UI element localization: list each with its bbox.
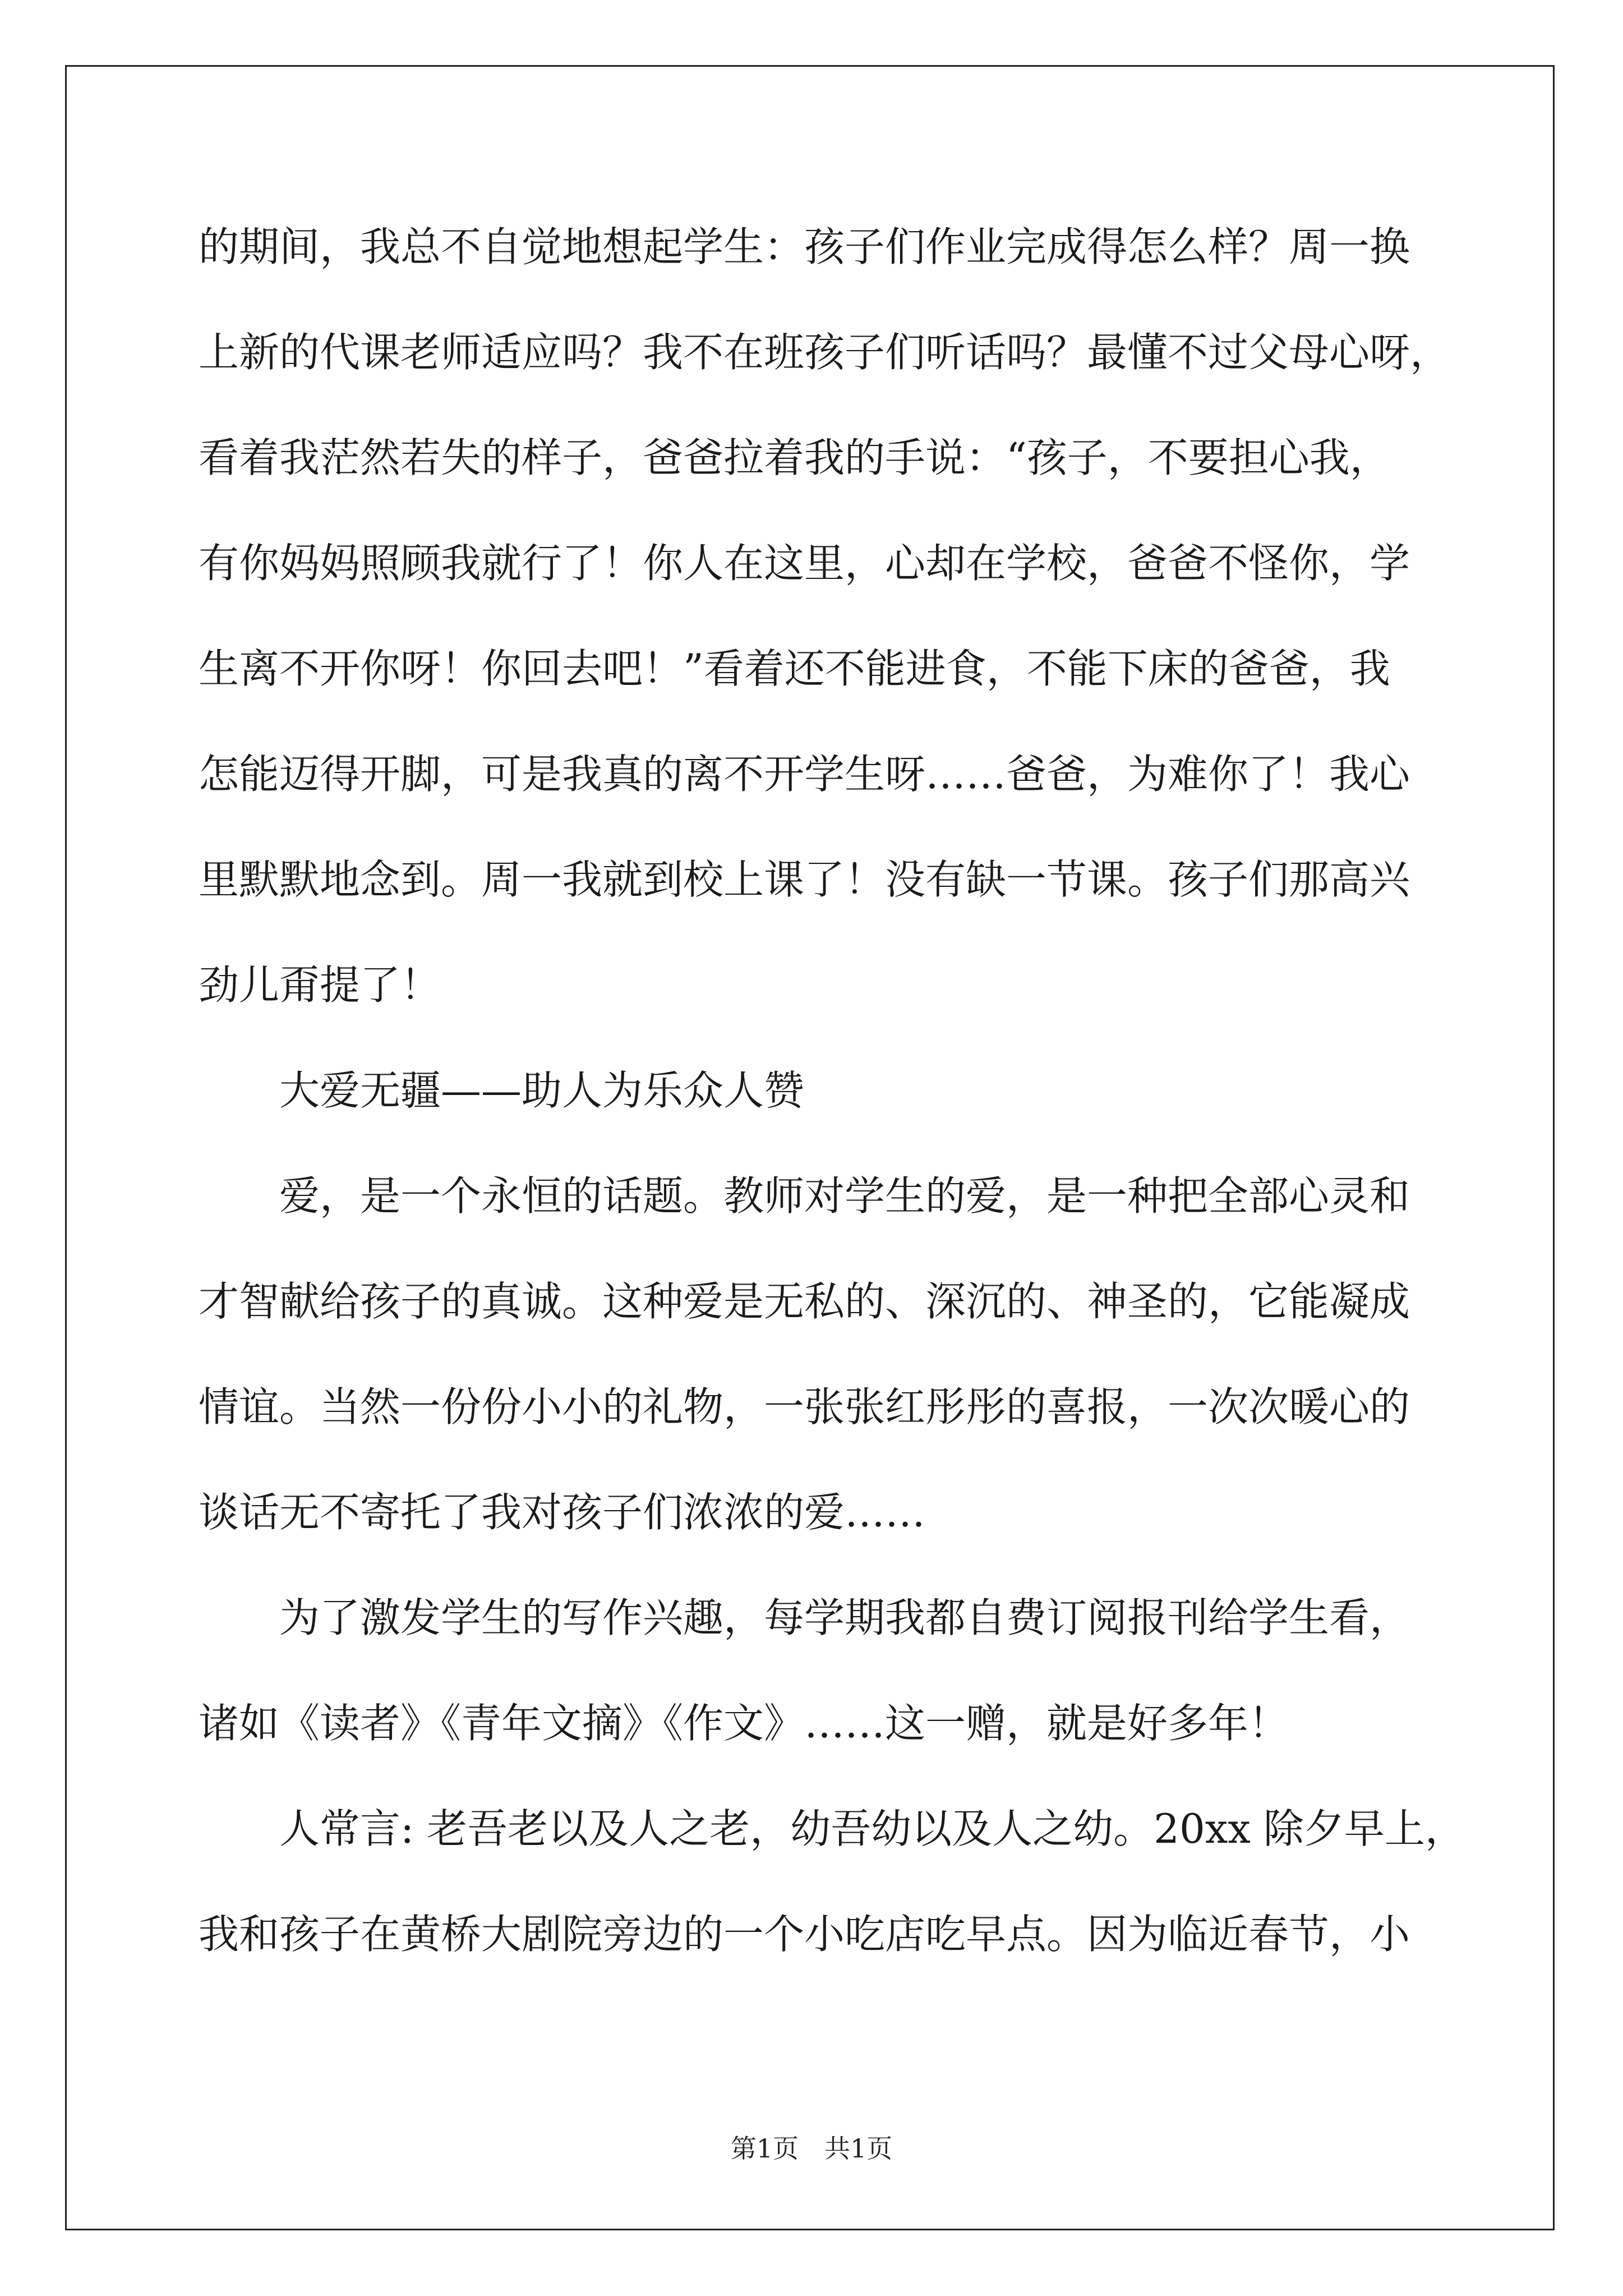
- section-heading: 大爱无疆——助人为乐众人赞: [279, 1067, 805, 1114]
- text-line: 劲儿甭提了！: [199, 961, 441, 1009]
- text-line: 里默默地念到。周一我就到校上课了！没有缺一节课。孩子们那高兴: [199, 856, 1410, 903]
- text-line: 人常言: 老吾老以及人之老，幼吾幼以及人之幼。20xx 除夕早上，: [279, 1805, 1465, 1852]
- text-line: 为了激发学生的写作兴趣，每学期我都自费订阅报刊给学生看，: [279, 1594, 1410, 1641]
- text-line: 的期间，我总不自觉地想起学生：孩子们作业完成得怎么样？周一换: [199, 223, 1410, 270]
- text-line: 情谊。当然一份份小小的礼物，一张张红彤彤的喜报，一次次暖心的: [199, 1383, 1410, 1430]
- text-line: 诸如《读者》《青年文摘》《作文》……这一赠，就是好多年！: [199, 1700, 1289, 1747]
- text-line: 才智献给孩子的真诚。这种爱是无私的、深沉的、神圣的，它能凝成: [199, 1278, 1410, 1325]
- text-line: 谈话无不寄托了我对孩子们浓浓的爱……: [199, 1489, 926, 1536]
- text-line: 爱，是一个永恒的话题。教师对学生的爱，是一种把全部心灵和: [279, 1172, 1410, 1220]
- text-line: 生离不开你呀！你回去吧！”看着还不能进食，不能下床的爸爸，我: [199, 645, 1390, 692]
- text-line: 有你妈妈照顾我就行了！你人在这里，心却在学校，爸爸不怪你，学: [199, 540, 1410, 587]
- text-line: 怎能迈得开脚，可是我真的离不开学生呀……爸爸，为难你了！我心: [199, 751, 1410, 798]
- text-line: 我和孩子在黄桥大剧院旁边的一个小吃店吃早点。因为临近春节，小: [199, 1911, 1410, 1958]
- page-footer: 第1页 共1页: [730, 2133, 893, 2164]
- text-line: 上新的代课老师适应吗？我不在班孩子们听话吗？最懂不过父母心呀，: [199, 329, 1451, 376]
- text-line: 看着我茫然若失的样子，爸爸拉着我的手说：“孩子，不要担心我，: [199, 434, 1390, 481]
